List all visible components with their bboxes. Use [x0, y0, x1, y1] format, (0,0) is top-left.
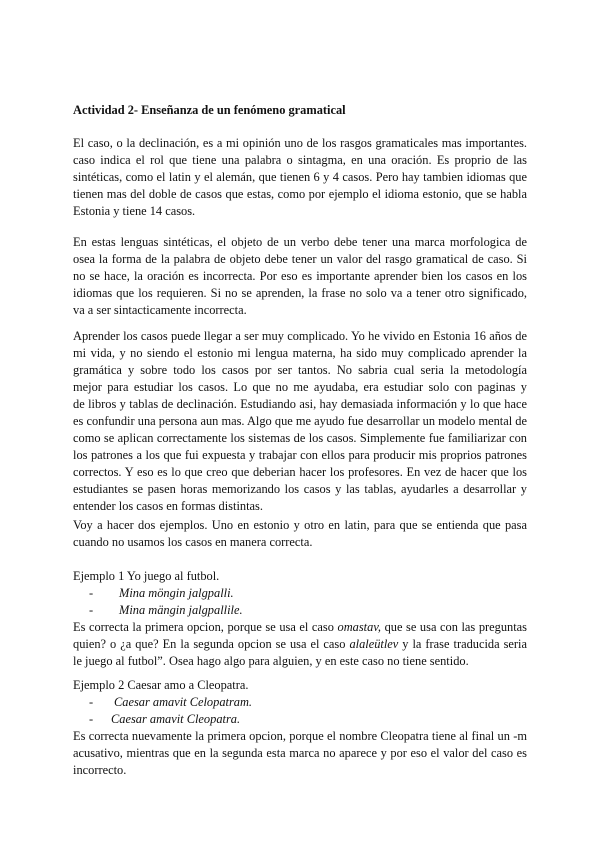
text-line: estudiantes se pasen horas memorizando los casos y las tablas, ayudarles a desarrollar y	[73, 482, 527, 496]
text: quien? o ¿a que? En la segunda opcion se usa el caso	[73, 637, 350, 651]
example-2-heading: Ejemplo 2 Caesar amo a Cleopatra.	[73, 678, 249, 692]
text-line: entender los casos en formas distintas.	[73, 499, 263, 513]
text-line: incorrecto.	[73, 763, 127, 777]
text-line: los patrones a los que fui expuesta y trabajar con ellos para producir mis proprios patrones	[73, 448, 527, 462]
dash: -	[89, 586, 94, 600]
list-item-text: Caesar amavit Celopatram.	[114, 695, 253, 709]
paragraph-3	[73, 328, 527, 515]
list-item	[73, 585, 527, 602]
text-line: acusativo, mientras que en la segunda esta marca no aparece y por eso el valor del caso es	[73, 746, 527, 760]
text-line: mi vida, y no siendo el estonio mi lengua materna, ha sido muy complicado aprender la	[73, 346, 527, 360]
text-line: Voy a hacer dos ejemplos. Uno en estonio y otro en latin, para que se entienda que pasa	[73, 518, 527, 532]
text-line: tienen mas del doble de casos que estas, como por ejemplo el idioma estonio, que se habla	[73, 187, 527, 201]
text-line: Estonia y tiene 14 casos.	[73, 204, 196, 218]
example-1	[73, 568, 527, 670]
text-line: correctos. Y eso es lo que creo que deberian hacer los profesores. En vez de hacer que los	[73, 465, 527, 479]
text: que se usa con las preguntas	[384, 620, 527, 634]
list-item-text: Mina möngin jalgpalli.	[119, 586, 234, 600]
list-item	[73, 694, 527, 711]
text-line: cuando no usamos los casos en manera correcta.	[73, 535, 313, 549]
dash: -	[89, 695, 94, 709]
list-item	[73, 711, 527, 728]
dash: -	[89, 712, 94, 726]
paragraph-2	[73, 234, 527, 319]
text-line: Aprender los casos puede llegar a ser muy complicado. Yo he vivido en Estonia 16 años de	[73, 329, 527, 343]
list-item	[73, 602, 527, 619]
text-line: osea la forma de la palabra de objeto debe tener un valor del rasgo gramatical de caso. Si	[73, 252, 527, 266]
paragraph-1	[73, 135, 527, 220]
text-line	[73, 619, 527, 636]
text-line: gramática y sobre todo los casos por ser tantos. No sabria cual seria la metodología	[73, 363, 527, 377]
title-text: Actividad 2- Enseñanza de un fenómeno gramatical	[73, 103, 346, 117]
text-line: sintéticas, como el latin y el alemán, que tienen 6 y 4 casos. Pero hay tambien idiomas que	[73, 170, 527, 184]
dash: -	[89, 603, 94, 617]
text-line	[73, 636, 527, 653]
example-2	[73, 677, 527, 779]
text-line: de libros y tablas de declinación. Estudiando asi, hay demasiada información y lo que hace	[73, 397, 527, 411]
text: Es correcta la primera opcion, porque se usa el caso	[73, 620, 338, 634]
text: y la frase traducida seria	[402, 637, 527, 651]
list-item-text: Caesar amavit Cleopatra.	[111, 712, 241, 726]
case-term: alaleütlev	[349, 637, 399, 651]
text-line: caso indica el rol que tiene una palabra o sintagma, en una oración. Es proprio de las	[73, 153, 527, 167]
text-line: Es correcta nuevamente la primera opcion, porque el nombre Cleopatra tiene al final un -m	[73, 729, 527, 743]
text-line: va a ser sintacticamente incorrecta.	[73, 303, 247, 317]
list-item-text: Mina mängin jalgpallile.	[119, 603, 243, 617]
text-line: idiomas que los requieren. Si no se aprenden, la frase no solo va a tener otro significado,	[73, 286, 527, 300]
text-line: no se hace, la oración es incorrecta. Por eso es importante aprender bien los casos en los	[73, 269, 527, 283]
text-line: como se aplican correctamente los sistemas de los casos. Simplemente fue familiarizar con	[73, 431, 527, 445]
document-title	[73, 102, 527, 119]
text-line: le juego al futbol”. Osea hago algo para alguien, y en este caso no tiene sentido.	[73, 654, 469, 668]
text-line: mejor para estudiar los casos. Lo que no me ayudaba, era estudiar solo con paginas y	[73, 380, 527, 394]
text-line: es confundir una persona aun mas. Algo que me ayudo fue desarrollar un modelo mental de	[73, 414, 527, 428]
text-line: En estas lenguas sintéticas, el objeto de un verbo debe tener una marca morfologica de	[73, 235, 527, 249]
example-1-heading: Ejemplo 1 Yo juego al futbol.	[73, 569, 220, 583]
paragraph-4	[73, 517, 527, 551]
case-term: omastav,	[337, 620, 381, 634]
text-line: El caso, o la declinación, es a mi opinión uno de los rasgos gramaticales mas importantes.	[73, 136, 527, 150]
